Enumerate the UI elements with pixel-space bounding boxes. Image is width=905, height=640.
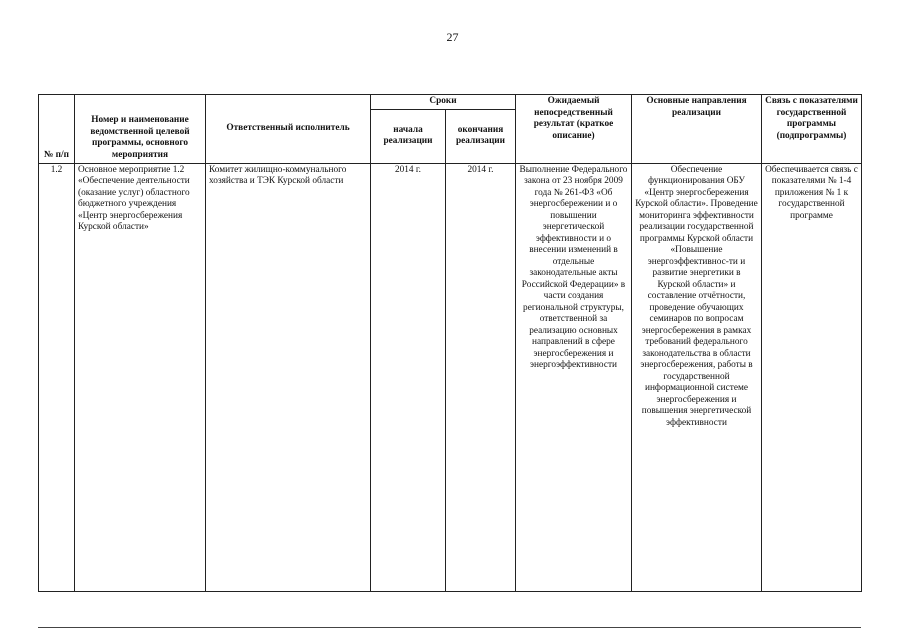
cell-executor: Комитет жилищно-коммунального хозяйства и ТЭК Курской области (206, 163, 371, 591)
cell-num: 1.2 (39, 163, 75, 591)
page-bottom-rule (38, 627, 861, 628)
header-row-1 (39, 95, 862, 110)
header-name: Номер и наименование ведомственной целевой программы, основного мероприятия (75, 95, 206, 164)
program-table (38, 94, 862, 592)
page-number: 27 (446, 30, 459, 44)
cell-result: Выполнение Федерального закона от 23 ноября 2009 года № 261-ФЗ «Об энергосбережении и о повышении энергетической эффективности и о внесении изменений в отдельные законодательные акты Российской Федерации» в части создания региональной структуры, ответственной за реализацию основных направлений в сфере энергосбережения и энергоэффективности (516, 163, 632, 591)
table-row (39, 163, 862, 591)
header-directions: Основные направления реализации (632, 95, 762, 164)
cell-start: 2014 г. (371, 163, 446, 591)
header-link: Связь с показателями государственной программы (подпрограммы) (762, 95, 862, 164)
cell-link: Обеспечивается связь с показателями № 1-4 приложения № 1 к государственной программе (762, 163, 862, 591)
header-terms: Сроки (371, 95, 516, 110)
cell-directions: Обеспечение функционирования ОБУ «Центр энергосбережения Курской области». Проведение мониторинга эффективности реализации государственной программы Курской области «Повышение энергоэффективнос-ти и развитие энергетики в Курской области» и составление отчётности, проведение обучающих семинаров по вопросам энергосбережения в рамках требований федерального законодательства в области энергосбережения, работы в государственной информационной системе энергосбережения и повышения энергетической эффективности (632, 163, 762, 591)
header-executor: Ответственный исполнитель (206, 95, 371, 164)
cell-end: 2014 г. (446, 163, 516, 591)
header-end: окончания реализации (446, 109, 516, 163)
cell-name: Основное мероприятие 1.2 «Обеспечение деятельности (оказание услуг) областного бюджетного учреждения «Центр энергосбережения Курской области» (75, 163, 206, 591)
header-num: № п/п (39, 95, 75, 164)
header-start: начала реализации (371, 109, 446, 163)
header-result: Ожидаемый непосредственный результат (краткое описание) (516, 95, 632, 164)
